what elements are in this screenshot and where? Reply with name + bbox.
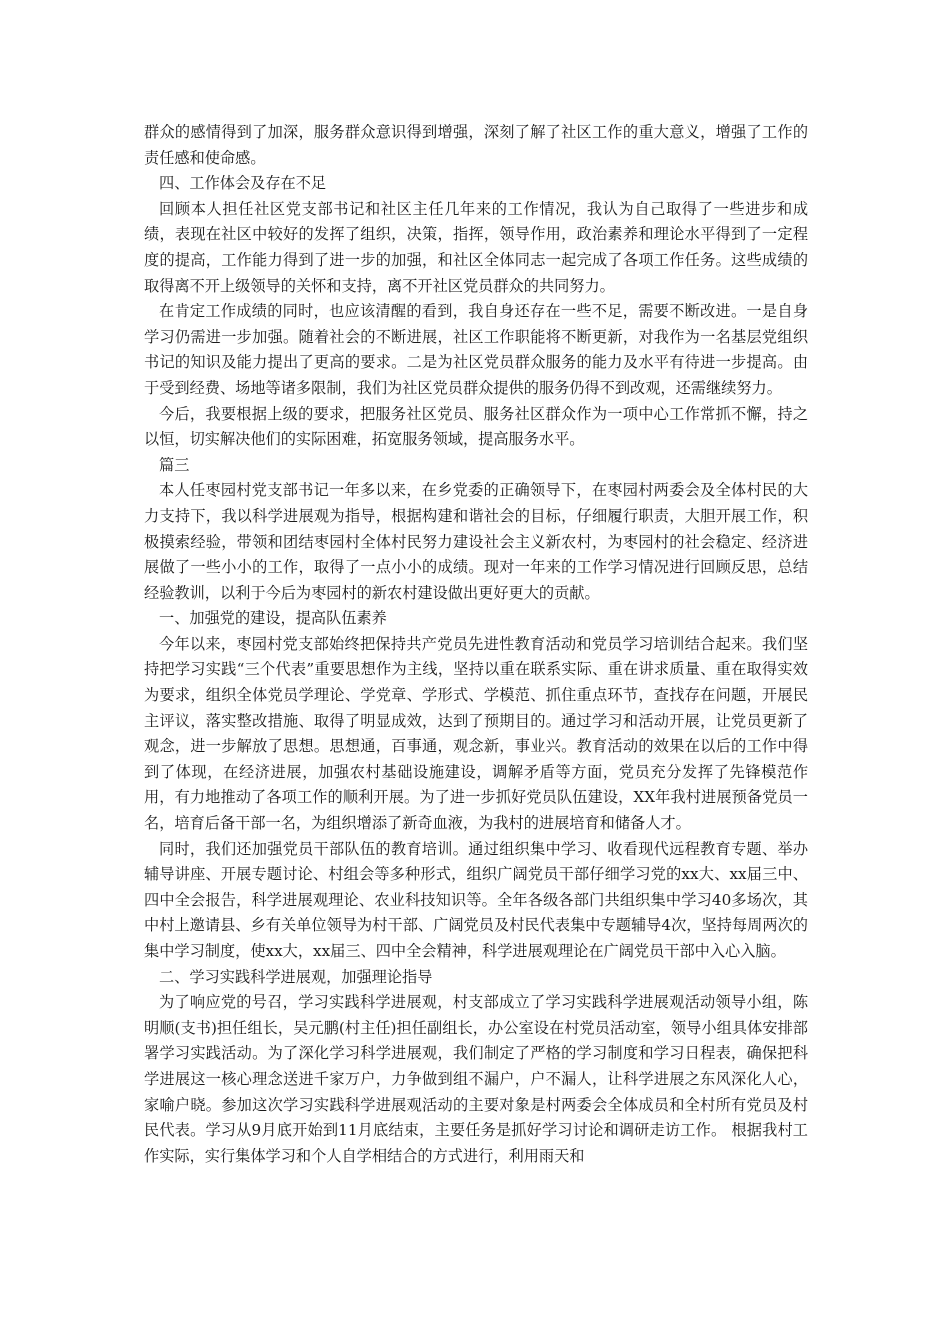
paragraph: 为了响应党的号召，学习实践科学进展观，村支部成立了学习实践科学进展观活动领导小组，陈明顺(支书)担任组长，吴元鹏(村主任)担任副组长，办公室设在村党员活动室，领导小组具体安排部署学习实践活动。为了深化学习科学进展观，我们制定了严格的学习制度和学习日程表，确保把科学进展这一核心理念送进千家万户，力争做到组不漏户，户不漏人，让科学进展之东风深化人心，家喻户晓。参加这次学习实践科学进展观活动的主要对象是村两委会全体成员和全村所有党员及村民代表。学习从9月底开始到11月底结束，主要任务是抓好学习讨论和调研走访工作。 根据我村工作实际，实行集体学习和个人自学相结合的方式进行，利用雨天和 [144, 993, 808, 1165]
paragraph: 本人任枣园村党支部书记一年多以来，在乡党委的正确领导下，在枣园村两委会及全体村民的大力支持下，我以科学进展观为指导，根据构建和谐社会的目标，仔细履行职责，大胆开展工作，积极摸索经验，带领和团结枣园村全体村民努力建设社会主义新农村，为枣园村的社会稳定、经济进展做了一些小小的工作，取得了一点小小的成绩。现对一年来的工作学习情况进行回顾反思，总结经验教训，以利于今后为枣园村的新农村建设做出更好更大的贡献。 [144, 481, 808, 602]
document-body [144, 120, 808, 1169]
paragraph: 今年以来，枣园村党支部始终把保持共产党员先进性教育活动和党员学习培训结合起来。我们坚持把学习实践“三个代表”重要思想作为主线，坚持以重在联系实际、重在讲求质量、重在取得实效为要求，组织全体党员学理论、学党章、学形式、学模范、抓住重点环节，查找存在问题，开展民主评议，落实整改措施、取得了明显成效，达到了预期目的。通过学习和活动开展，让党员更新了观念，进一步解放了思想。思想通，百事通，观念新，事业兴。教育活动的效果在以后的工作中得到了体现，在经济进展，加强农村基础设施建设，调解矛盾等方面，党员充分发挥了先锋模范作用，有力地推动了各项工作的顺利开展。为了进一步抓好党员队伍建设，XX年我村进展预备党员一名，培育后备干部一名，为组织增添了新奇血液，为我村的进展培育和储备人才。 [144, 634, 808, 833]
paragraph: 回顾本人担任社区党支部书记和社区主任几年来的工作情况，我认为自己取得了一些进步和成绩，表现在社区中较好的发挥了组织，决策，指挥，领导作用，政治素养和理论水平得到了一定程度的提高，工作能力得到了进一步的加强，和社区全体同志一起完成了各项工作任务。这些成绩的取得离不开上级领导的关怀和支持，离不开社区党员群众的共同努力。 [144, 199, 808, 295]
section-heading-1: 一、加强党的建设，提高队伍素养 [159, 609, 387, 628]
paragraph-continuation: 群众的感情得到了加深，服务群众意识得到增强，深刻了解了社区工作的重大意义，增强了工作的责任感和使命感。 [144, 123, 808, 167]
paragraph: 在肯定工作成绩的同时，也应该清醒的看到，我自身还存在一些不足，需要不断改进。一是自身学习仍需进一步加强。随着社会的不断进展，社区工作职能将不断更新，对我作为一名基层党组织书记的知识及能力提出了更高的要求。二是为社区党员群众服务的能力及水平有待进一步提高。由于受到经费、场地等诸多限制，我们为社区党员群众提供的服务仍得不到改观，还需继续努力。 [144, 302, 808, 397]
paragraph: 今后，我要根据上级的要求，把服务社区党员、服务社区群众作为一项中心工作常抓不懈，持之以恒，切实解决他们的实际困难，拓宽服务领域，提高服务水平。 [144, 404, 808, 449]
section-heading-4: 四、工作体会及存在不足 [159, 174, 327, 193]
section-heading-2: 二、学习实践科学进展观，加强理论指导 [159, 967, 433, 986]
part-heading: 篇三 [159, 455, 190, 474]
paragraph: 同时，我们还加强党员干部队伍的教育培训。通过组织集中学习、收看现代远程教育专题、举办辅导讲座、开展专题讨论、村组会等多种形式，组织广阔党员干部仔细学习党的xx大、xx届三中、四中全会报告，科学进展观理论、农业科技知识等。全年各级各部门共组织集中学习40多场次，其中村上邀请县、乡有关单位领导为村干部、广阔党员及村民代表集中专题辅导4次，坚持每周两次的集中学习制度，使xx大，xx届三、四中全会精神，科学进展观理论在广阔党员干部中入心入脑。 [144, 839, 808, 960]
